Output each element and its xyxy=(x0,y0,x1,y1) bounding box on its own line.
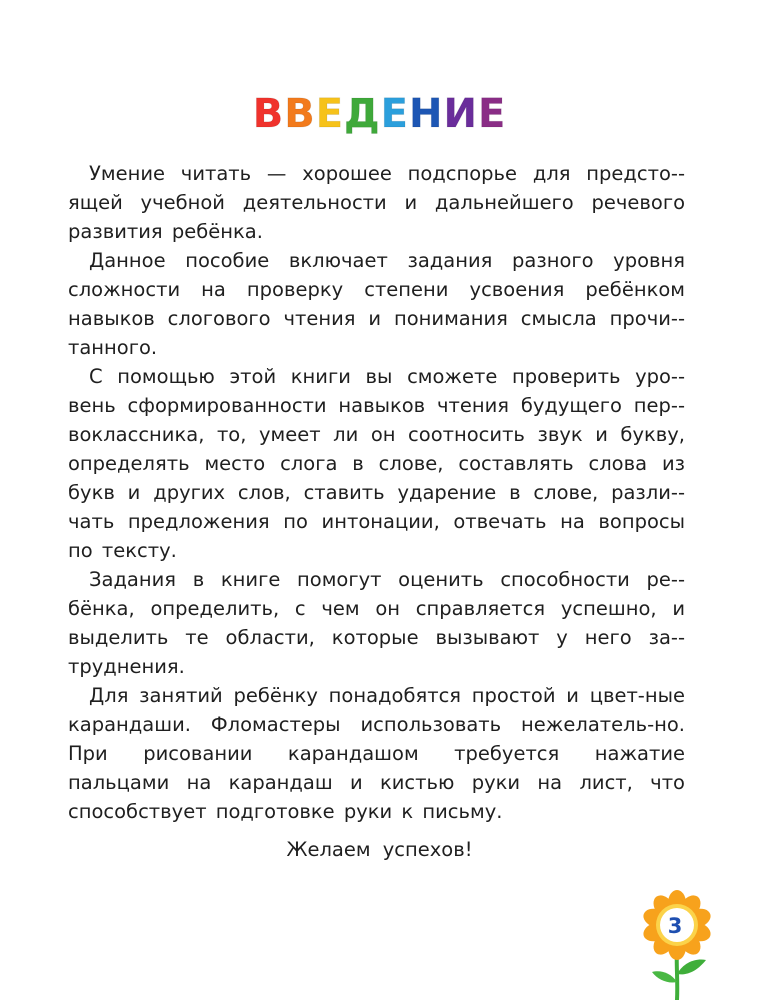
closing-wish: Желаем успехов! xyxy=(286,838,473,861)
page-title xyxy=(0,91,759,137)
page-number: 3 xyxy=(667,914,683,938)
flower-icon xyxy=(632,888,722,1000)
paragraph-4: Задания в книге помогут оценить способности ре-бёнка, определить, с чем он справляется успешно, и выделить те области, которые вызывают у него за-труднения. xyxy=(68,568,685,678)
title-letter-8: Е xyxy=(477,91,507,137)
title-letter-6: Н xyxy=(408,91,444,137)
title-letter-4: Д xyxy=(344,91,381,137)
title-letter-7: И xyxy=(443,91,478,137)
title-letter-3: Е xyxy=(315,91,345,137)
title-letter-2: В xyxy=(284,91,316,137)
intro-text xyxy=(68,159,685,826)
paragraph-3: С помощью этой книги вы сможете проверить уро-вень сформированности навыков чтения будущего пер-воклассника, то, умеет ли он соотносить звук и букву, определять место слога в слове, составлять слова из букв и других слов, ставить ударение в слове, разли-чать предложения по интонации, отвечать на вопросы по тексту. xyxy=(68,365,685,562)
title-letter-1: В xyxy=(252,91,285,137)
paragraph-1: Умение читать — хорошее подспорье для предсто-ящей учебной деятельности и дальнейшего речевого развития ребёнка. xyxy=(68,162,685,243)
paragraph-2: Данное пособие включает задания разного уровня сложности на проверку степени усвоения ребёнком навыков слогового чтения и понимания смысла прочи-танного. xyxy=(68,249,685,359)
paragraph-5: Для занятий ребёнку понадобятся простой и цвет-ные карандаши. Фломастеры использовать нежелатель-но. При рисовании карандашом требуется нажатие пальцами на карандаш и кистью руки на лист, что способствует подготовке руки к письму. xyxy=(68,684,685,823)
title-letter-5: Е xyxy=(380,91,409,137)
